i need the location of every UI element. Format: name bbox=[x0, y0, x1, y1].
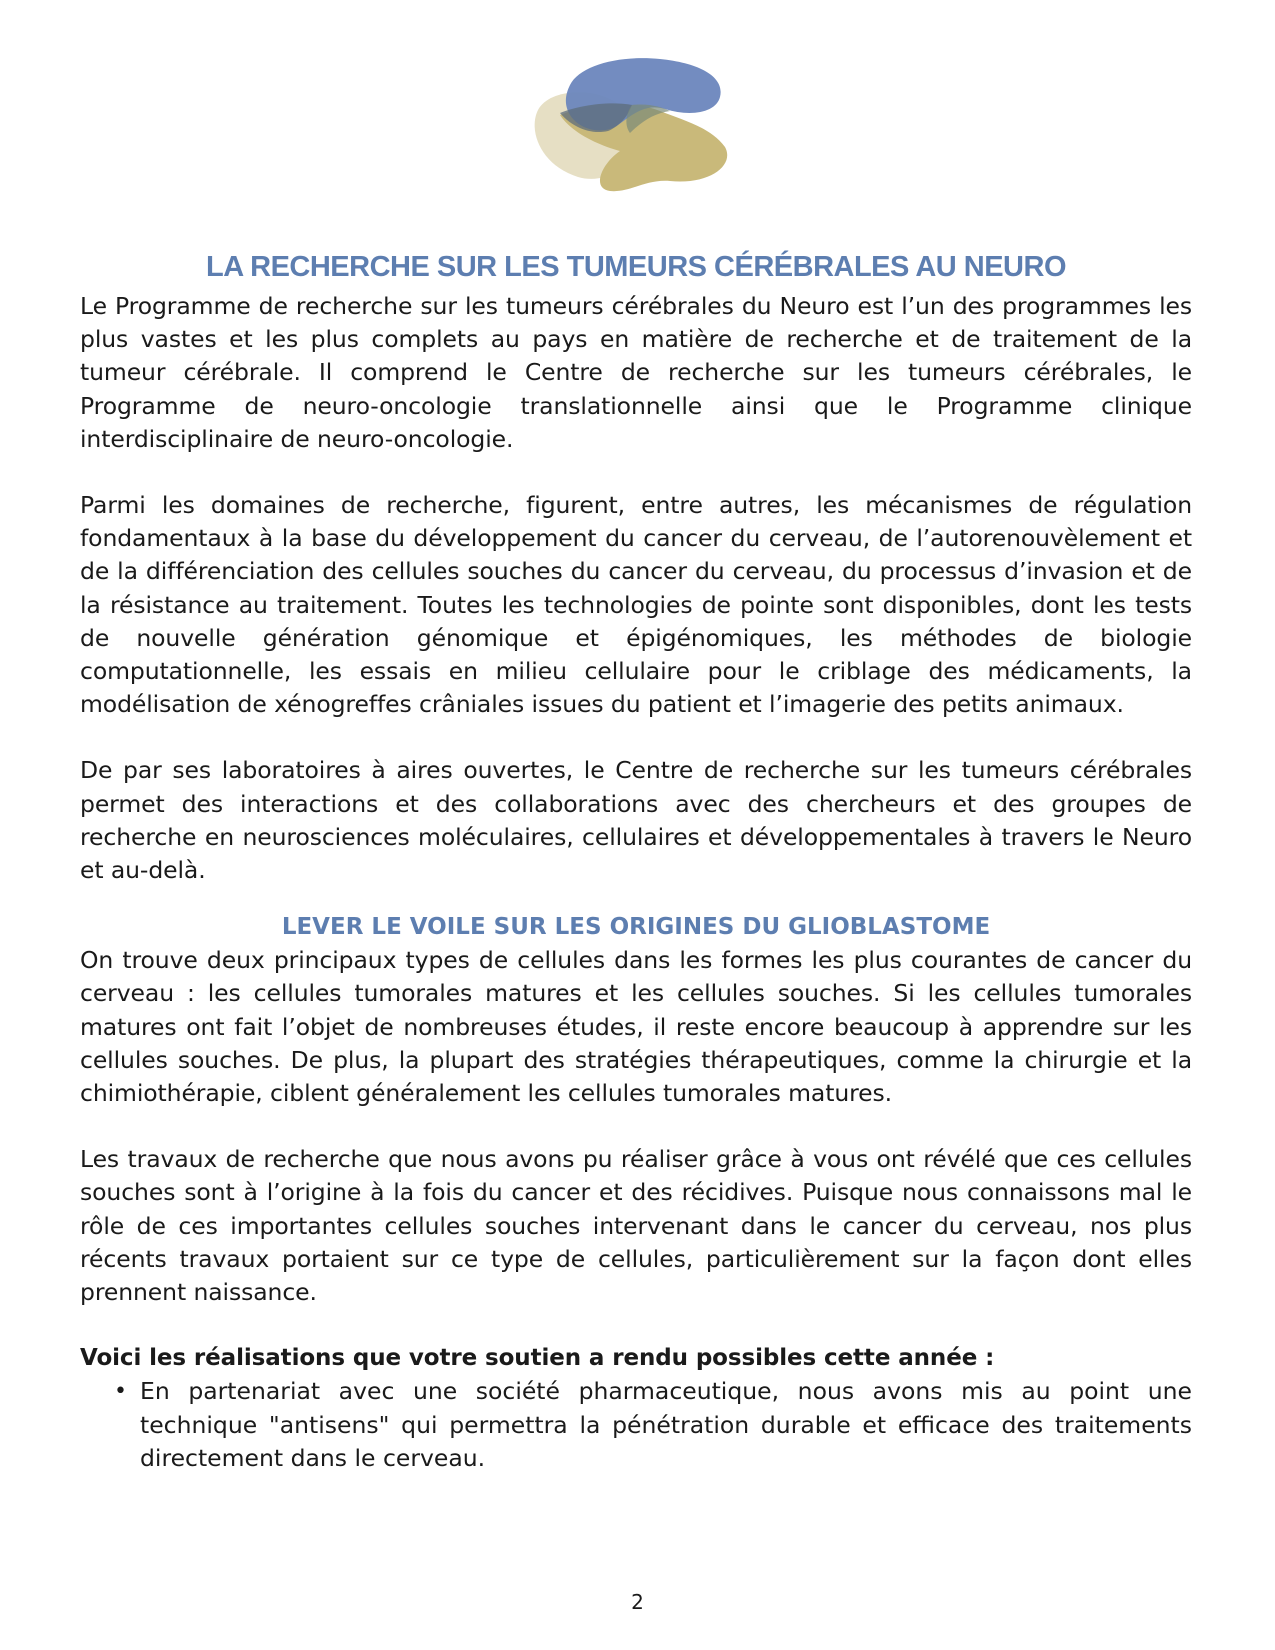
list-item: • En partenariat avec une société pharmaceutique, nous avons mis au point une technique "antisens" qui permettra la pénétration durable et efficace des traitements directement dans le cerveau. bbox=[140, 1375, 1192, 1475]
document-body bbox=[80, 248, 1192, 1475]
brain-logo-icon bbox=[520, 55, 745, 200]
paragraph: Le Programme de recherche sur les tumeurs cérébrales du Neuro est l’un des programmes les plus vastes et les plus complets au pays en matière de recherche et de traitement de la tumeur cérébrale. Il comprend le Centre de recherche sur les tumeurs cérébrales, le Programme de neuro-oncologie translationnelle ainsi que le Programme clinique interdisciplinaire de neuro-oncologie. bbox=[80, 292, 1192, 453]
achievements-list bbox=[80, 1375, 1192, 1475]
paragraph: Parmi les domaines de recherche, figurent, entre autres, les mécanismes de régulation fondamentaux à la base du développement du cancer du cerveau, de l’autorenouvèlement et de la différenciation des cellules souches du cancer du cerveau, du processus d’invasion et de la résistance au traitement. Toutes les technologies de pointe sont disponibles, dont les tests de nouvelle génération génomique et épigénomiques, les méthodes de biologie computationnelle, les essais en milieu cellulaire pour le criblage des médicaments, la modélisation de xénogreffes crâniales issues du patient et l’imagerie des petits animaux. bbox=[80, 491, 1192, 719]
paragraph: On trouve deux principaux types de cellules dans les formes les plus courantes de cancer du cerveau : les cellules tumorales matures et les cellules souches. Si les cellules tumorales matures ont fait l’objet de nombreuses études, il reste encore beaucoup à apprendre sur les cellules souches. De plus, la plupart des stratégies thérapeutiques, comme la chirurgie et la chimiothérapie, ciblent généralement les cellules tumorales matures. bbox=[80, 946, 1192, 1108]
section-heading: LEVER LE VOILE SUR LES ORIGINES DU GLIOBLASTOME bbox=[281, 914, 991, 941]
achievements-lead: Voici les réalisations que votre soutien a rendu possibles cette année : bbox=[80, 1345, 995, 1372]
page-title: LA RECHERCHE SUR LES TUMEURS CÉRÉBRALES AU NEURO bbox=[205, 251, 1067, 283]
paragraph: De par ses laboratoires à aires ouvertes, le Centre de recherche sur les tumeurs cérébrales permet des interactions et des collaborations avec des chercheurs et des groupes de recherche en neurosciences moléculaires, cellulaires et développementales à travers le Neuro et au-delà. bbox=[80, 756, 1192, 885]
paragraph: Les travaux de recherche que nous avons pu réaliser grâce à vous ont révélé que ces cellules souches sont à l’origine à la fois du cancer et des récidives. Puisque nous connaissons mal le rôle de ces importantes cellules souches intervenant dans le cancer du cerveau, nos plus récents travaux portaient sur ce type de cellules, particulièrement sur la façon dont elles prennent naissance. bbox=[80, 1145, 1192, 1307]
page-number: 2 bbox=[631, 1590, 644, 1614]
